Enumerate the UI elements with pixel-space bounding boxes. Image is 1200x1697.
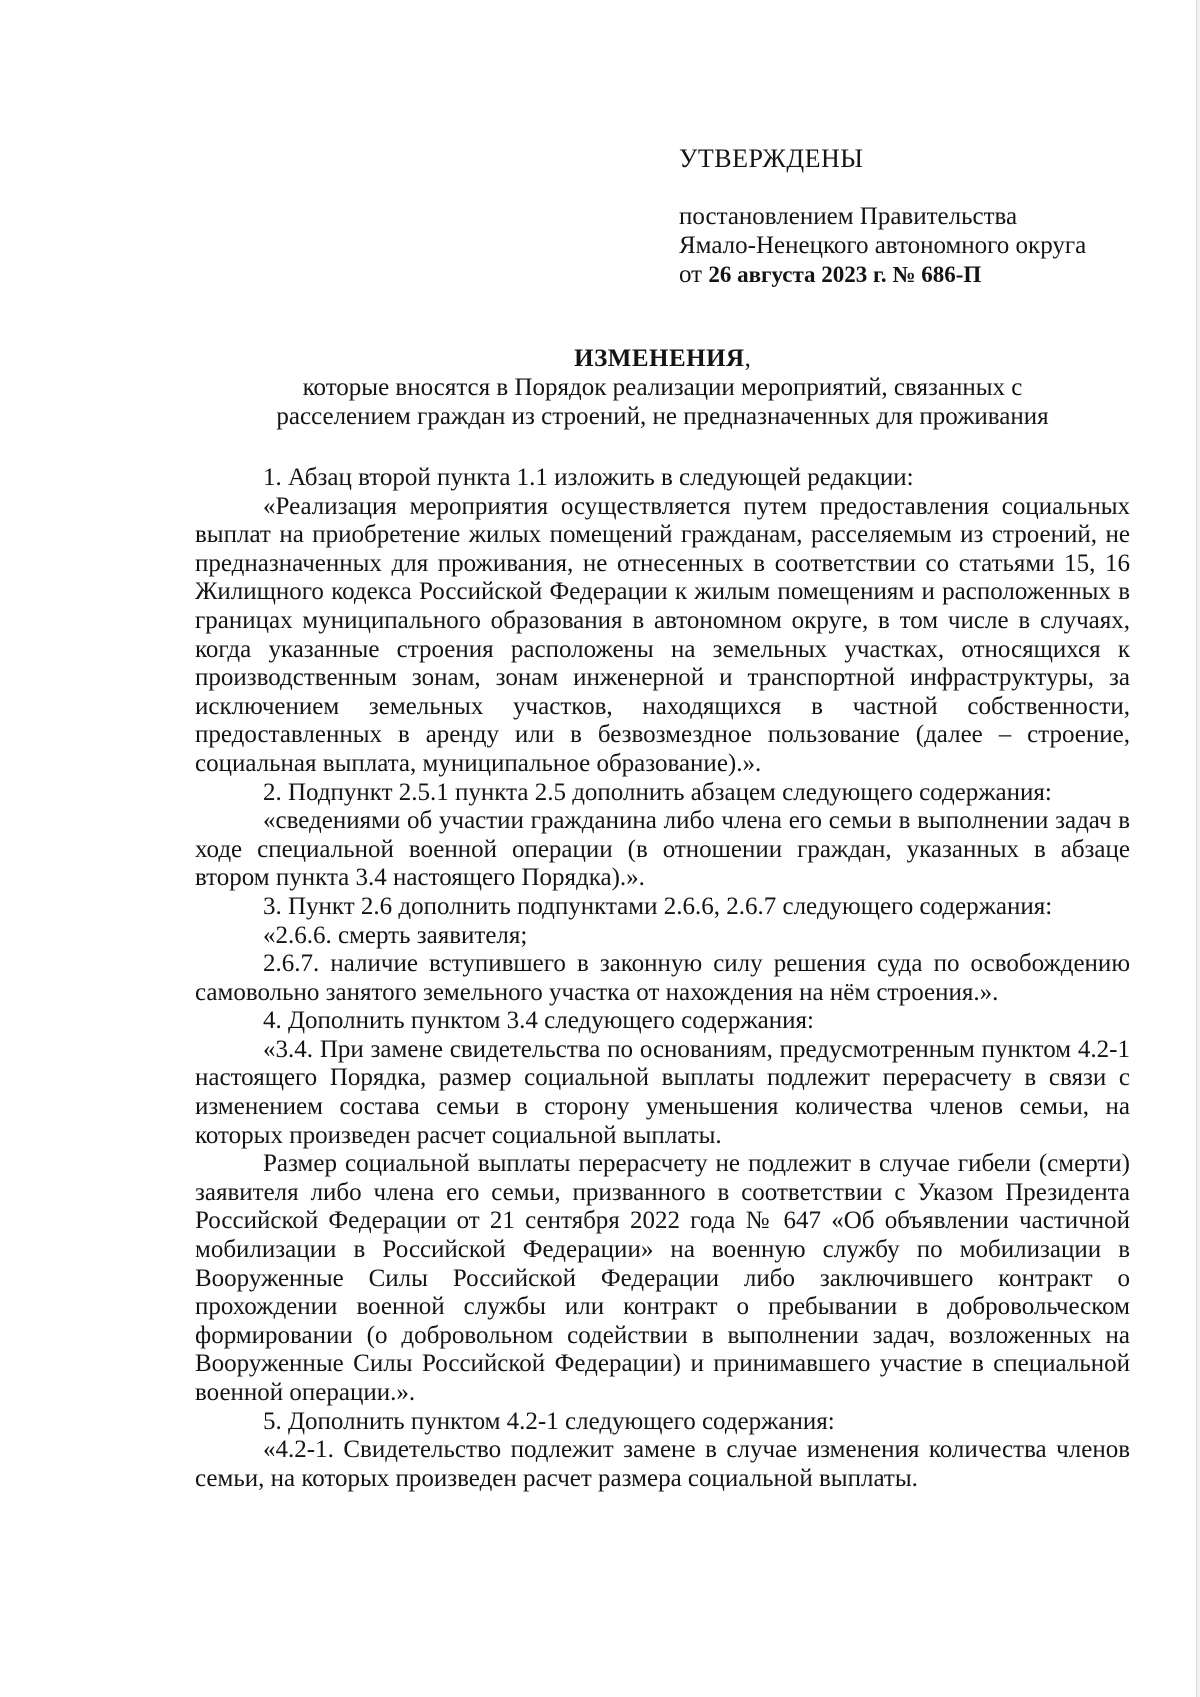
paragraph-item-5: 5. Дополнить пунктом 4.2-1 следующего содержания: — [263, 1407, 835, 1435]
approved-title: УТВЕРЖДЕНЫ — [679, 144, 864, 173]
document-subtitle-line-2: расселением граждан из строений, не предназначенных для проживания — [276, 403, 1049, 430]
paragraph-item-2: 2. Подпункт 2.5.1 пункта 2.5 дополнить абзацем следующего содержания: — [263, 778, 1052, 806]
document-title: ИЗМЕНЕНИЯ — [574, 345, 745, 372]
paragraph-subitem-2-6-6: «2.6.6. смерть заявителя; — [263, 921, 528, 949]
paragraph-item-4: 4. Дополнить пунктом 3.4 следующего содержания: — [263, 1007, 814, 1035]
date-prefix: от — [679, 261, 709, 288]
paragraph-item-1: 1. Абзац второй пункта 1.1 изложить в следующей редакции: — [263, 464, 914, 491]
approval-block — [679, 144, 1159, 289]
paragraph-quote-4-2-1: «4.2-1. Свидетельство подлежит замене в случае изменения количества членов семьи, на которых произведен расчет размера социальной выплаты. — [195, 1436, 1130, 1492]
document-body — [195, 464, 1130, 1493]
approval-line-government: Ямало-Ненецкого автономного округа — [679, 232, 1087, 259]
document-subtitle-line-1: которые вносятся в Порядок реализации мероприятий, связанных с — [302, 374, 1023, 401]
approval-line-resolution: постановлением Правительства — [679, 203, 1018, 230]
document-title-suffix: , — [744, 345, 751, 372]
paragraph-quote-3-4: «3.4. При замене свидетельства по основаниям, предусмотренным пунктом 4.2-1 настоящего Порядка, размер социальной выплаты подлежит перерасчету в связи с изменением состава семьи в сторону уменьшения количества членов семьи, на которых произведен расчет социальной выплаты. — [195, 1035, 1130, 1149]
paragraph-quote-2: «сведениями об участии гражданина либо члена его семьи в выполнении задач в ходе специальной военной операции (в отношении граждан, указанных в абзаце втором пункта 3.4 настоящего Порядка).». — [195, 807, 1130, 892]
paragraph-subitem-2-6-7: 2.6.7. наличие вступившего в законную силу решения суда по освобождению самовольно занятого земельного участка от нахождения на нём строения.». — [195, 950, 1130, 1006]
heading-title-line — [195, 344, 1130, 373]
resolution-date-number: 26 августа 2023 г. № 686-П — [708, 262, 982, 287]
paragraph-payment-recalc: Размер социальной выплаты перерасчету не подлежит в случае гибели (смерти) заявителя либо члена его семьи, призванного в соответствии с Указом Президента Российской Федерации от 21 сентября 2022 года № 647 «Об объявлении частичной мобилизации в Российской Федерации» на военную службу по мобилизации в Вооруженные Силы Российской Федерации либо заключившего контракт о прохождении военной службы или контракт о пребывании в добровольческом формировании (о добровольном содействии в выполнении задач, возложенных на Вооруженные Силы Российской Федерации) и принимавшего участие в специальной военной операции.». — [195, 1150, 1130, 1406]
paragraph-item-3: 3. Пункт 2.6 дополнить подпунктами 2.6.6, 2.6.7 следующего содержания: — [263, 892, 1053, 920]
paragraph-quote-1: «Реализация мероприятия осуществляется путем предоставления социальных выплат на приобретение жилых помещений гражданам, расселяемым из строений, не предназначенных для проживания, не отнесенных в соответствии со статьями 15, 16 Жилищного кодекса Российской Федерации к жилым помещениям и расположенных в границах муниципального образования в автономном округе, в том числе в случаях, когда указанные строения расположены на земельных участках, относящихся к производственным зонам, зонам инженерной и транспортной инфраструктуры, за исключением земельных участков, находящихся в частной собственности, предоставленных в аренду или в безвозмездное пользование (далее – строение, социальная выплата, муниципальное образование).». — [195, 492, 1130, 777]
approval-date-line — [679, 260, 1159, 289]
document-heading — [195, 344, 1130, 431]
